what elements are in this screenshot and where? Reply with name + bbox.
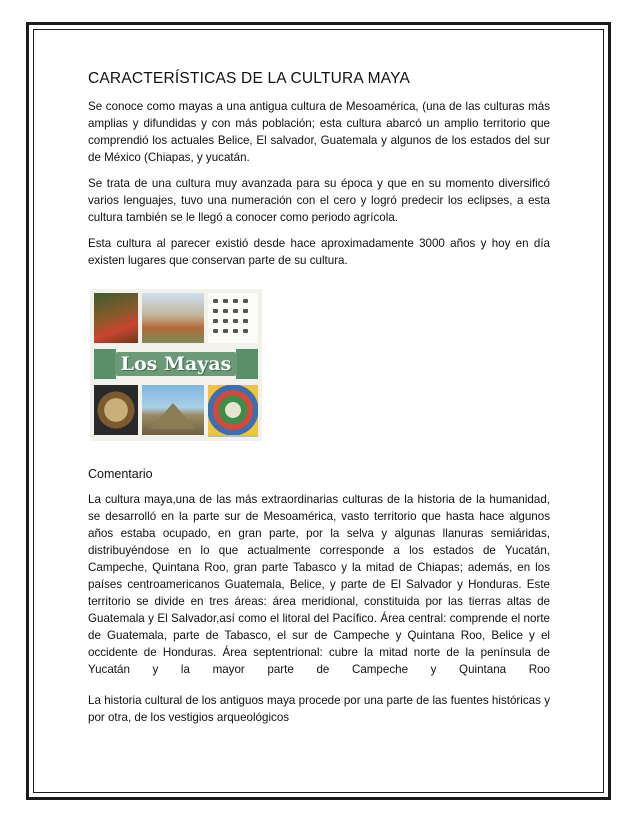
mayas-collage-image <box>90 289 262 441</box>
banner-title: Los Mayas <box>115 352 238 376</box>
document-body <box>88 70 550 735</box>
maya-calendar-wheel <box>208 385 258 435</box>
collage-banner <box>94 349 258 379</box>
pyramid-shape <box>150 403 196 429</box>
ruins-photo <box>94 293 138 343</box>
temple-painting <box>142 293 204 343</box>
comment-paragraph-history: La historia cultural de los antiguos maya procede por una parte de las fuentes históricas y por otra, de los vestigios arqueológicos <box>88 694 550 724</box>
document-title: CARACTERÍSTICAS DE LA CULTURA MAYA <box>88 70 411 87</box>
chichen-itza-pyramid-photo <box>142 385 204 435</box>
maya-calendar-stone <box>94 385 138 435</box>
paragraph-existence: Esta cultura al parecer existió desde hace aproximadamente 3000 años y hoy en día existen lugares que conservan parte de su cultura. <box>88 237 550 267</box>
comment-heading: Comentario <box>88 467 153 481</box>
image-caption-strip <box>208 435 258 437</box>
paragraph-intro: Se conoce como mayas a una antigua cultura de Mesoamérica, (una de las culturas más amplias y difundidas y con más población; esta cultura abarcó un amplio territorio que comprendió los actuales Belice, El salvador, Guatemala y algunos de los estados del sur de México (Chiapas, y yucatán. <box>88 100 550 164</box>
maya-glyphs-chart <box>208 293 258 343</box>
comment-paragraph-geography: La cultura maya,una de las más extraordinarias culturas de la historia de la humanidad, se desarrolló en la parte sur de Mesoamérica, vasto territorio que hasta hace algunos años estaba ocupado, en gran parte, por la selva y algunas llanuras semiáridas, distribuyéndose en lo que actualmente corresponde a los estados de Yucatán, Campeche, Quintana Roo, gran parte Tabasco y la mitad de Chiapas; además, en los países centroamericanos Guatemala, Belice, y parte de El Salvador y Honduras. Este territorio se divide en tres áreas: área meridional, constituida por las tierras altas de Guatemala y El Salvador,así como el litoral del Pacífico. Área central: comprende el norte de Guatemala, parte de Tabasco, el sur de Campeche y Quintana Roo, Belice y el occidente de Honduras. Área septentrional: cubre la mitad norte de la península de Yucatán y la mayor parte de Campeche y Quintana Roo <box>88 493 550 676</box>
paragraph-advanced-culture: Se trata de una cultura muy avanzada para su época y que en su momento diversificó varios lenguajes, tuvo una numeración con el cero y logró predecir los eclipses, a esta cultura también se le llegó a conocer como periodo agrícola. <box>88 177 550 224</box>
